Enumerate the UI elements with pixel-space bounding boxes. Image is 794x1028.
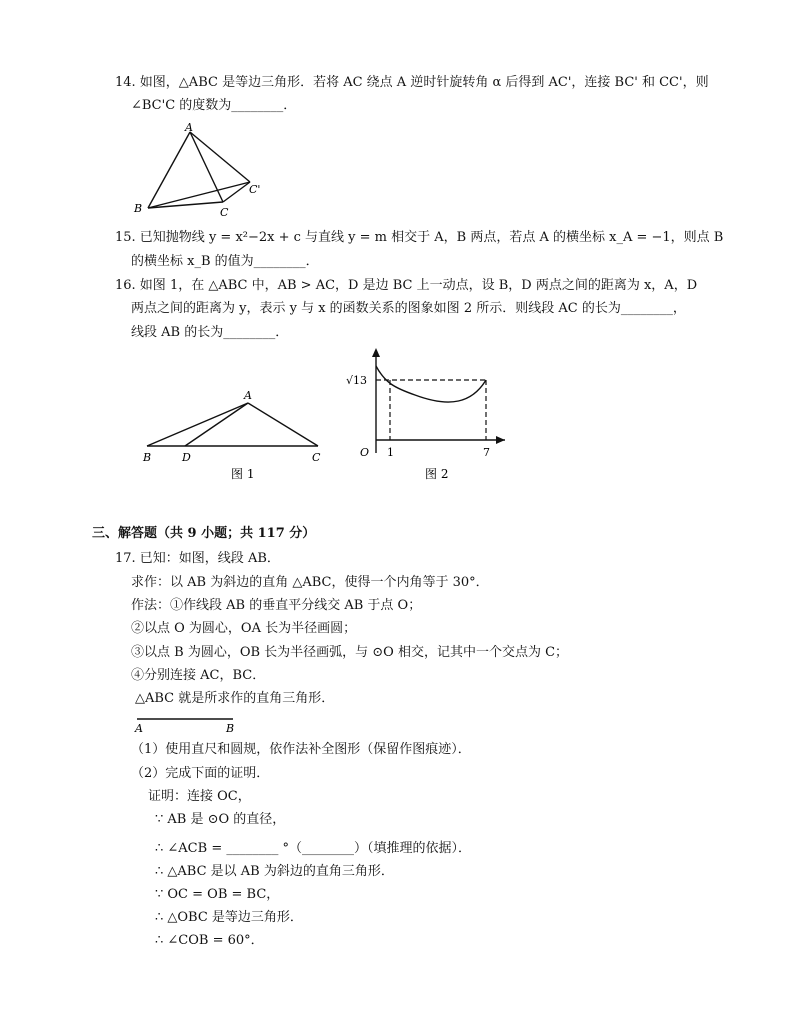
q14-line-2: ∠BC'C 的度数为________． <box>131 98 297 113</box>
q16-figure-1 <box>135 383 335 483</box>
q17-proof-3: ∴ ∠ACB = ________ °（________）（填推理的依据）． <box>155 841 471 856</box>
q16-fig2-label-7: 7 <box>483 446 490 459</box>
q16-fig1-label-C: C <box>312 451 321 464</box>
q16-line-2: 两点之间的距离为 y，表示 y 与 x 的函数关系的图象如图 2 所示．则线段 AC 的长为________， <box>131 301 686 316</box>
q17-part-2: （2）完成下面的证明． <box>131 766 270 781</box>
q17-segment-figure <box>130 710 250 736</box>
q17-line-conclusion: △ABC 就是所求作的直角三角形． <box>135 691 335 706</box>
q16-fig1-caption: 图 1 <box>231 467 255 481</box>
q17-segment-label-A: A <box>135 722 143 735</box>
q16-fig2-label-sqrt13: √13 <box>346 374 368 387</box>
q16-fig1-edge-AC <box>248 403 318 446</box>
q16-fig1-label-B: B <box>143 451 152 464</box>
q14-figure <box>128 118 278 223</box>
q17-proof-1: 证明：连接 OC， <box>148 789 251 804</box>
q14-label-Cprime: C' <box>249 183 261 196</box>
q17-proof-2: ∵ AB 是 ⊙O 的直径， <box>155 812 286 827</box>
q16-line-1: 16. 如图 1，在 △ABC 中，AB > AC，D 是边 BC 上一动点，设 B，D 两点之间的距离为 x，A，D <box>115 278 698 293</box>
q14-line-1: 14. 如图，△ABC 是等边三角形．若将 AC 绕点 A 逆时针旋转角 α 后得到 AC'，连接 BC' 和 CC'，则 <box>115 75 709 90</box>
q16-fig2-curve <box>376 366 486 402</box>
q16-figure-2 <box>340 343 520 483</box>
q17-part-1: （1）使用直尺和圆规，依作法补全图形（保留作图痕迹）． <box>131 742 471 757</box>
q16-fig2-label-1: 1 <box>387 446 394 459</box>
q14-edge-AB <box>148 132 190 208</box>
q16-fig1-edge-AD <box>185 403 248 446</box>
q17-proof-4: ∴ △ABC 是以 AB 为斜边的直角三角形． <box>155 864 394 879</box>
q15-line-1: 15. 已知抛物线 y = x²−2x + c 与直线 y = m 相交于 A，B 两点，若点 A 的横坐标 x_A = −1，则点 B <box>115 230 724 245</box>
q14-label-A: A <box>185 121 193 134</box>
q14-label-B: B <box>134 202 143 215</box>
q16-fig1-edge-AB <box>147 403 248 446</box>
q16-fig1-label-A: A <box>244 389 252 402</box>
q14-edge-ACp <box>190 132 250 182</box>
q16-line-3: 线段 AB 的长为________． <box>131 325 289 340</box>
q16-fig1-label-D: D <box>182 451 191 464</box>
q14-label-C: C <box>220 206 229 219</box>
q17-line-step3: ③以点 B 为圆心，OB 长为半径画弧，与 ⊙O 相交，记其中一个交点为 C； <box>131 645 569 660</box>
q17-line-step1: 作法：①作线段 AB 的垂直平分线交 AB 于点 O； <box>131 598 422 613</box>
q15-line-2: 的横坐标 x_B 的值为________． <box>131 254 319 269</box>
q17-proof-5: ∵ OC = OB = BC， <box>155 887 280 902</box>
q16-fig2-x-arrow <box>496 436 505 444</box>
q14-edge-AC <box>190 132 223 202</box>
q16-fig2-caption: 图 2 <box>425 467 449 481</box>
q17-line-given: 17. 已知：如图，线段 AB． <box>115 551 280 566</box>
q17-segment-label-B: B <box>226 722 235 735</box>
q17-line-step4: ④分别连接 AC，BC． <box>131 668 266 683</box>
q16-fig2-y-arrow <box>372 348 380 357</box>
q16-fig2-label-origin: O <box>360 446 370 459</box>
section-heading: 三、解答题（共 9 小题；共 117 分） <box>92 526 316 541</box>
q17-proof-6: ∴ △OBC 是等边三角形． <box>155 910 303 925</box>
q17-line-task: 求作：以 AB 为斜边的直角 △ABC，使得一个内角等于 30°． <box>131 575 489 590</box>
q17-line-step2: ②以点 O 为圆心，OA 长为半径画圆； <box>131 621 357 636</box>
q17-proof-7: ∴ ∠COB = 60°． <box>155 933 264 948</box>
